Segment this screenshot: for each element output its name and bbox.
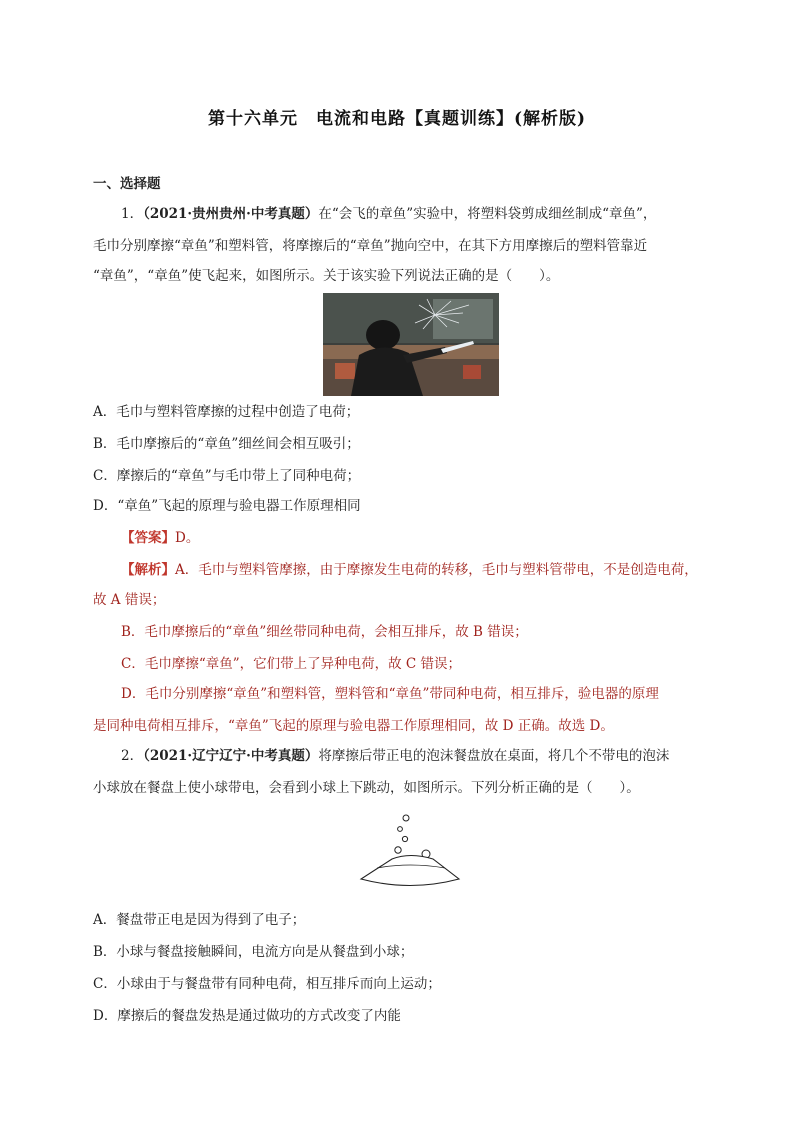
question-1-source: （2021·贵州贵州·中考真题） <box>143 206 319 222</box>
question-1-option-c: C．摩擦后的“章鱼”与毛巾带上了同种电荷； <box>93 468 361 484</box>
analysis-line-5: D．毛巾分别摩擦“章鱼”和塑料管，塑料管和“章鱼”带同种电荷，相互排斥，验电器的原理 <box>121 686 659 702</box>
analysis-line-2: 故 A 错误； <box>93 592 166 608</box>
section-heading: 一、选择题 <box>93 176 161 192</box>
question-2-number: 2． <box>121 748 144 764</box>
question-2-option-c: C．小球由于与餐盘带有同种电荷，相互排斥而向上运动； <box>93 976 441 992</box>
octopus-experiment-photo <box>323 293 499 396</box>
question-1-stem-2: 毛巾分别摩擦“章鱼”和塑料管，将摩擦后的“章鱼”抛向空中，在其下方用摩擦后的塑料管靠近 <box>93 238 648 254</box>
question-2-source: （2021·辽宁辽宁·中考真题） <box>143 748 319 764</box>
question-2-option-a: A．餐盘带正电是因为得到了电子； <box>93 912 306 928</box>
question-2-stem-1: 将摩擦后带正电的泡沫餐盘放在桌面，将几个不带电的泡沫 <box>318 748 670 764</box>
question-1-answer <box>121 528 703 548</box>
answer-tag: 【答案】 <box>121 530 175 546</box>
analysis-text-1: A．毛巾与塑料管摩擦，由于摩擦发生电荷的转移，毛巾与塑料管带电，不是创造电荷， <box>175 562 698 578</box>
analysis-line-4: C．毛巾摩擦“章鱼”，它们带上了异种电荷，故 C 错误； <box>121 656 462 672</box>
question-2-stem-2: 小球放在餐盘上使小球带电，会看到小球上下跳动，如图所示。下列分析正确的是（ ）。 <box>93 780 640 796</box>
question-1-number: 1． <box>121 206 144 222</box>
question-1-option-b: B．毛巾摩擦后的“章鱼”细丝间会相互吸引； <box>93 436 360 452</box>
question-1-stem-3: “章鱼”，“章鱼”使飞起来，如图所示。关于该实验下列说法正确的是（ ）。 <box>93 268 560 284</box>
page-title: 第十六单元 电流和电路【真题训练】(解析版) <box>207 109 587 129</box>
analysis-line-3: B．毛巾摩擦后的“章鱼”细丝带同种电荷，会相互排斥，故 B 错误； <box>121 624 528 640</box>
question-1-line-1 <box>121 204 703 224</box>
analysis-tag: 【解析】 <box>121 562 175 578</box>
question-1-stem-1: 在“会飞的章鱼”实验中，将塑料袋剪成细丝制成“章鱼”， <box>318 206 657 222</box>
question-2-line-1 <box>121 746 703 766</box>
question-2-option-d: D．摩擦后的餐盘发热是通过做功的方式改变了内能 <box>93 1008 401 1024</box>
analysis-line-1 <box>121 560 703 580</box>
answer-value: D。 <box>175 530 200 546</box>
question-1-option-a: A．毛巾与塑料管摩擦的过程中创造了电荷； <box>93 404 360 420</box>
question-1-option-d: D．“章鱼”飞起的原理与验电器工作原理相同 <box>93 498 361 514</box>
foam-plate-figure <box>355 812 465 890</box>
question-2-option-b: B．小球与餐盘接触瞬间，电流方向是从餐盘到小球； <box>93 944 414 960</box>
analysis-line-6: 是同种电荷相互排斥，“章鱼”飞起的原理与验电器工作原理相同，故 D 正确。故选 D。 <box>93 718 614 734</box>
